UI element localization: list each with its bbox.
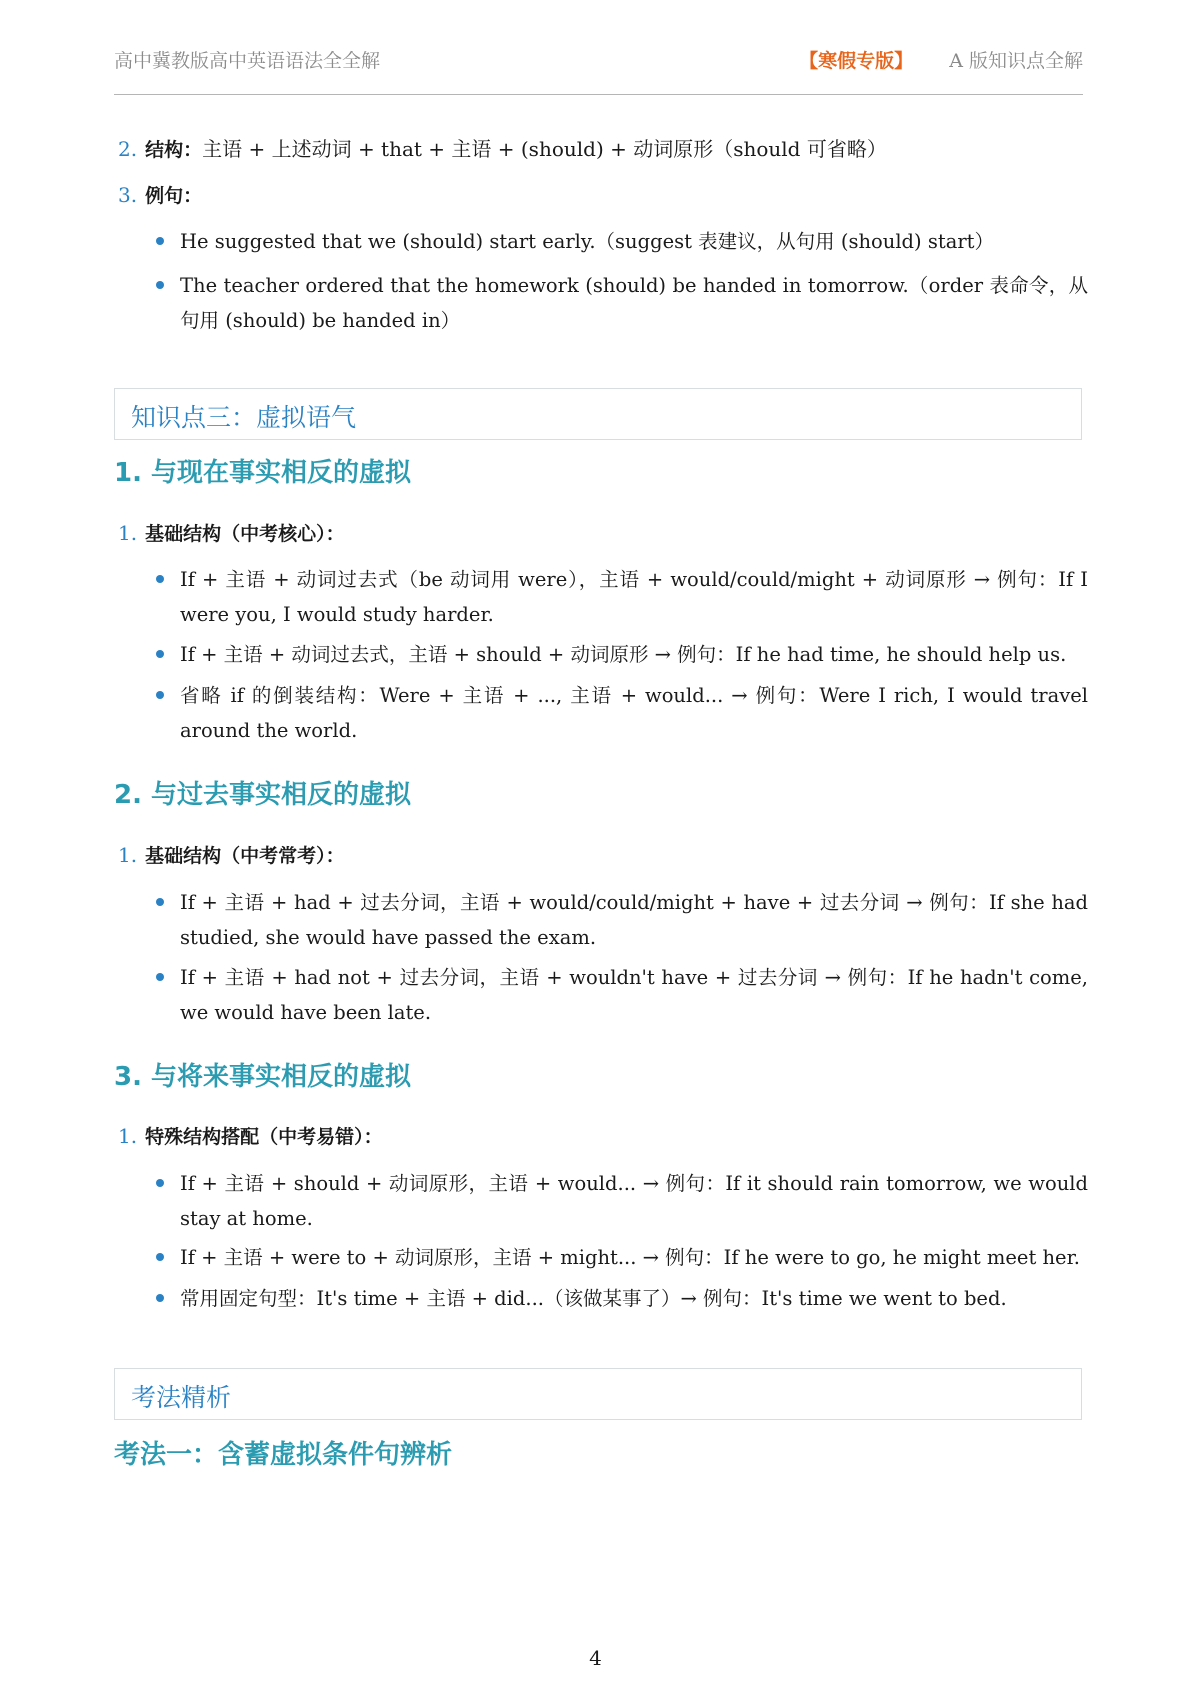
section-heading-past: 2. 与过去事实相反的虚拟: [114, 780, 412, 810]
page-header: [114, 44, 1083, 95]
bullet-text: He suggested that we (should) start early.（suggest 表建议，从句用 (should) start）: [180, 230, 994, 253]
bullet-dot: [156, 1179, 164, 1187]
bullet-dot: [156, 237, 164, 245]
item-number: 3.: [118, 183, 138, 207]
bullet-dot: [156, 898, 164, 906]
header-right-title: A 版知识点全解: [949, 50, 1083, 72]
bullet-item: [160, 562, 1088, 632]
bullet-text: If + 主语 + 动词过去式，主语 + should + 动词原形 → 例句：If he had time, he should help us.: [180, 643, 1067, 666]
section-box-knowledge-point-3: [114, 388, 1082, 440]
item-label: 特殊结构搭配（中考易错）：: [145, 1126, 383, 1148]
bullet-dot: [156, 973, 164, 981]
bullet-dot: [156, 1294, 164, 1302]
structure-label-item: [118, 1123, 383, 1150]
section-title: 知识点三：虚拟语气: [131, 403, 357, 432]
bullet-text: If + 主语 + were to + 动词原形，主语 + might... → 例句：If he were to go, he might meet her.: [180, 1246, 1080, 1269]
bullet-item: [160, 1166, 1088, 1236]
section-heading-present: 1. 与现在事实相反的虚拟: [114, 458, 412, 488]
bullet-item: [160, 224, 1088, 259]
section-box-exam-analysis: [114, 1368, 1082, 1420]
bullet-item: [160, 885, 1088, 955]
bullet-text: 省略 if 的倒装结构：Were + 主语 + ..., 主语 + would... → 例句：Were I rich, I would travel around the world.: [180, 684, 1088, 742]
item-number: 1.: [118, 521, 138, 545]
item-number: 2.: [118, 137, 138, 161]
bullet-dot: [156, 691, 164, 699]
header-special-tag: 【寒假专版】: [799, 50, 914, 72]
bullet-dot: [156, 575, 164, 583]
method-heading: 考法一：含蓄虚拟条件句辨析: [114, 1440, 453, 1470]
section-heading-future: 3. 与将来事实相反的虚拟: [114, 1062, 412, 1092]
item-text: 主语 + 上述动词 + that + 主语 + (should) + 动词原形（should 可省略）: [202, 137, 887, 161]
bullet-item: [160, 637, 1088, 672]
bullet-text: 常用固定句型：It's time + 主语 + did...（该做某事了）→ 例句：It's time we went to bed.: [180, 1287, 1007, 1310]
structure-label-item: [118, 520, 345, 547]
bullet-item: [160, 1240, 1088, 1275]
bullet-text: The teacher ordered that the homework (should) be handed in tomorrow.（order 表命令，从句用 (should) be handed in）: [180, 274, 1088, 332]
item-number: 1.: [118, 1124, 138, 1148]
item-label: 例句：: [145, 185, 203, 207]
item-label: 结构：: [145, 139, 203, 161]
item-number: 1.: [118, 843, 138, 867]
page-number: 4: [589, 1646, 602, 1670]
item-label: 基础结构（中考常考）：: [145, 845, 345, 867]
bullet-item: [160, 678, 1088, 748]
header-right: [799, 46, 1083, 73]
structure-item: [118, 136, 887, 163]
bullet-dot: [156, 281, 164, 289]
bullet-text: If + 主语 + had + 过去分词，主语 + would/could/might + have + 过去分词 → 例句：If she had studied, she would have passed the exam.: [180, 891, 1088, 949]
bullet-item: [160, 1281, 1088, 1316]
bullet-text: If + 主语 + 动词过去式（be 动词用 were），主语 + would/could/might + 动词原形 → 例句：If I were you, I would study harder.: [180, 568, 1088, 626]
bullet-dot: [156, 650, 164, 658]
bullet-dot: [156, 1253, 164, 1261]
bullet-text: If + 主语 + had not + 过去分词，主语 + wouldn't have + 过去分词 → 例句：If he hadn't come, we would have been late.: [180, 966, 1088, 1024]
bullet-item: [160, 268, 1088, 338]
bullet-text: If + 主语 + should + 动词原形，主语 + would... → 例句：If it should rain tomorrow, we would stay at home.: [180, 1172, 1088, 1230]
header-left-title: 高中冀教版高中英语语法全全解: [114, 50, 381, 72]
examples-item: [118, 182, 202, 209]
bullet-item: [160, 960, 1088, 1030]
item-label: 基础结构（中考核心）：: [145, 523, 345, 545]
section-title: 考法精析: [131, 1383, 232, 1412]
structure-label-item: [118, 842, 345, 869]
